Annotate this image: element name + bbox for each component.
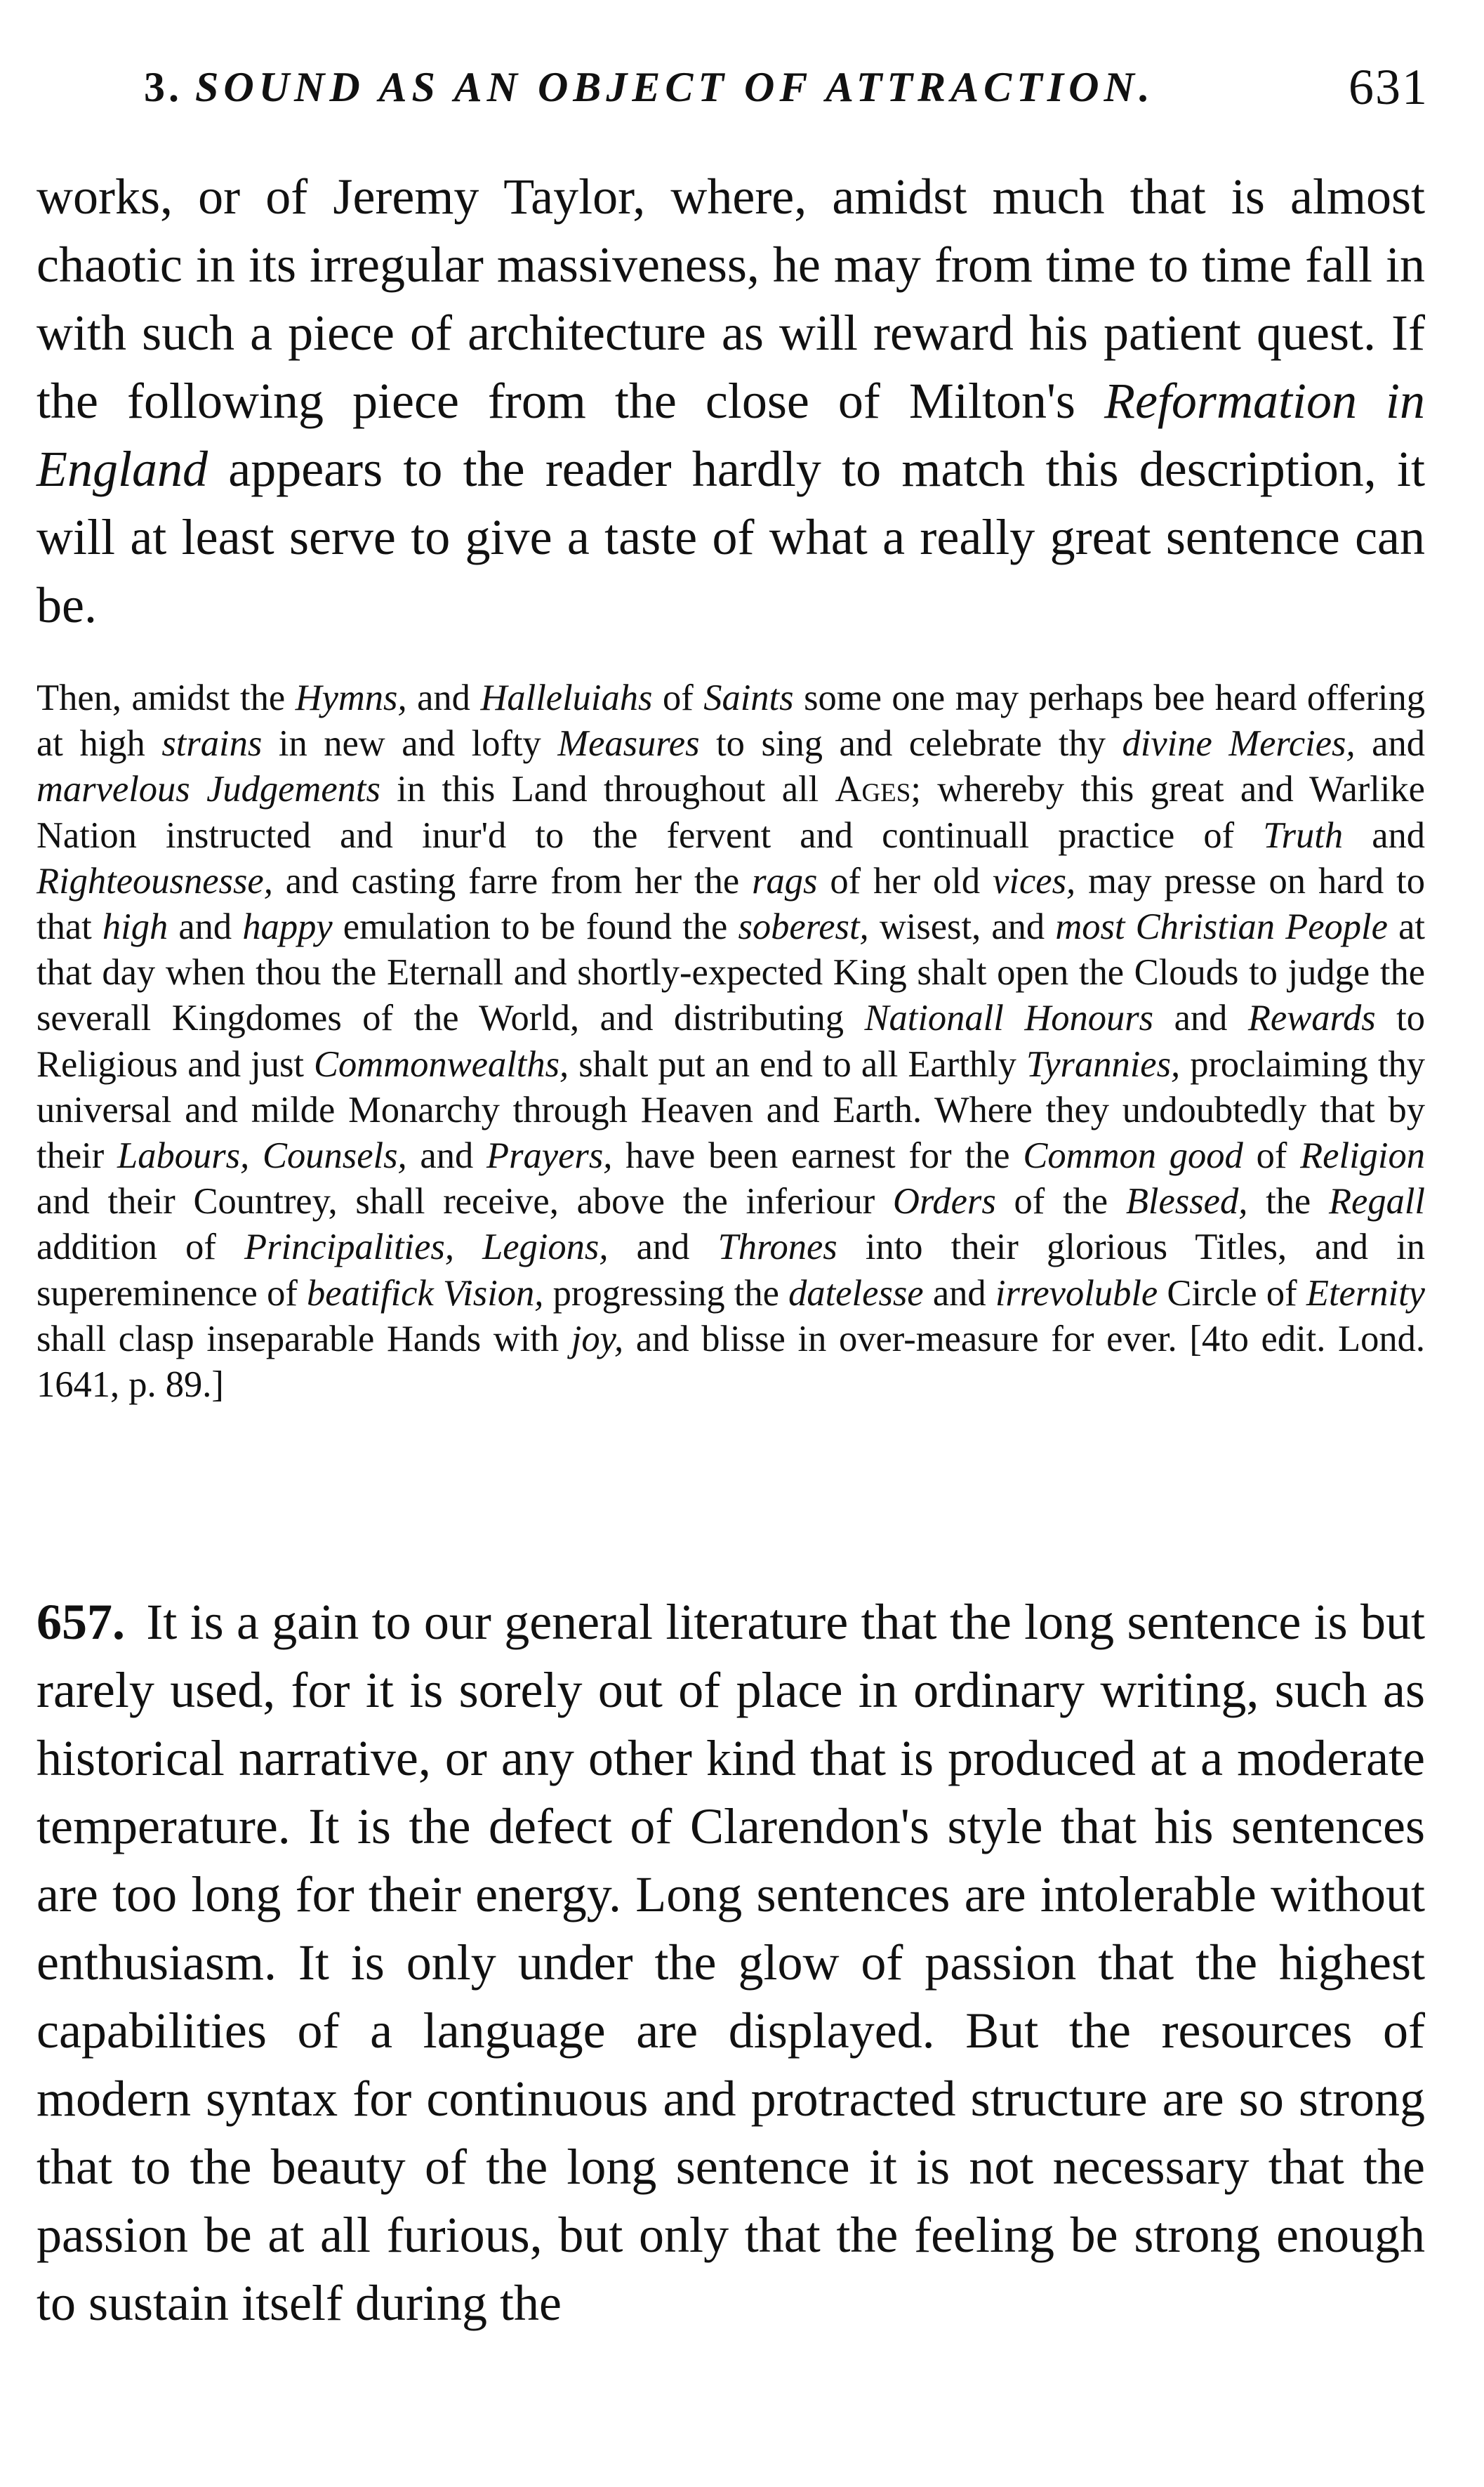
quote-italic: strains: [161, 723, 263, 765]
quote-text: Circle of: [1158, 1272, 1306, 1314]
quote-text: and: [608, 1227, 718, 1268]
quote-text: and: [406, 1135, 487, 1177]
quote-italic: marvelous Judgements: [37, 769, 380, 810]
quote-text: of her old: [817, 860, 993, 902]
quote-text: and: [1343, 814, 1425, 856]
quote-text: to sing and celebrate thy: [699, 723, 1122, 765]
quote-text: may presse on hard to that: [37, 860, 1425, 948]
quote-text: at that day when thou the Eternall and shortly-expected King shalt open the Clouds to judge the severall Kingdomes of the World, and distributing: [37, 906, 1425, 1039]
quote-text: progressing the: [543, 1272, 789, 1314]
quote-italic: soberest,: [738, 906, 869, 948]
quote-text: and: [923, 1272, 995, 1314]
quote-italic: Blessed,: [1125, 1181, 1248, 1222]
quote-italic: irrevoluble: [995, 1272, 1158, 1314]
quote-text: in this Land throughout all: [380, 769, 835, 810]
quote-italic: Principalities, Legions,: [244, 1227, 609, 1268]
quote-italic: joy,: [571, 1318, 624, 1359]
quote-italic: Orders: [892, 1181, 996, 1222]
quote-italic: Nationall Honours: [864, 998, 1154, 1039]
quote-text: the: [1247, 1181, 1329, 1222]
chapter-title: SOUND AS AN OBJECT OF ATTRACTION.: [195, 64, 1155, 110]
quote-italic: Saints: [703, 678, 794, 718]
section-657-paragraph: [37, 1588, 1425, 2337]
quote-italic: Righteousnesse,: [37, 860, 273, 902]
quote-text: to Religious and just: [37, 998, 1425, 1085]
quote-text: have been earnest for the: [612, 1135, 1023, 1177]
quote-text: of: [1243, 1135, 1301, 1177]
quote-text: and: [168, 906, 243, 948]
quote-italic: Religion: [1300, 1135, 1425, 1177]
quote-italic: vices,: [993, 860, 1076, 902]
quote-italic: Tyrannies,: [1026, 1043, 1181, 1085]
chapter-number: 3.: [144, 64, 183, 110]
quote-text: and: [406, 678, 481, 718]
quote-italic: most Christian People: [1055, 906, 1388, 948]
quote-text: shall clasp inseparable Hands with: [37, 1318, 571, 1359]
quote-text: Then, amidst the: [37, 678, 296, 718]
quote-italic: Commonwealths,: [314, 1043, 569, 1085]
quote-text: and: [1153, 998, 1248, 1039]
quote-text: shalt put an end to all Earthly: [569, 1043, 1026, 1085]
intro-text-part2: appears to the reader hardly to match this description, it will at least serve to give a taste of what a really great sentence can be.: [37, 441, 1425, 633]
quote-text: wisest, and: [868, 906, 1056, 948]
section-657-text: It is a gain to our general literature that the long sentence is but rarely used, for it is sorely out of place in ordinary writing, such as historical narrative, or any other kind that is produced at a moderate temperature. It is the defect of Clarendon's style that his sentences are too long for their energy. Long sentences are intolerable without enthusiasm. It is only under the glow of passion that the highest capabilities of a language are displayed. But the resources of modern syntax for continuous and protracted structure are so strong that to the beauty of the long sentence it is not necessary that the passion be at all furious, but only that the feeling be strong enough to sustain itself during the: [37, 1594, 1425, 2331]
quote-italic: datelesse: [788, 1272, 924, 1314]
quote-text: and casting farre from her the: [272, 860, 753, 902]
quote-citation: [4to edit. Lond. 1641, p. 89.]: [37, 1318, 1425, 1406]
running-head: [144, 45, 1429, 129]
quote-italic: Common good: [1023, 1135, 1243, 1177]
quote-text: and: [1355, 723, 1425, 765]
quote-text: addition of: [37, 1227, 245, 1268]
quote-text: in new and lofty: [262, 723, 558, 765]
quote-italic: beatifick Vision,: [307, 1272, 544, 1314]
block-quotation: [37, 675, 1425, 1408]
quote-text: of the: [995, 1181, 1126, 1222]
quote-text: of: [652, 678, 704, 718]
quote-italic: Truth: [1263, 814, 1344, 856]
intro-paragraph: [37, 163, 1425, 640]
quote-italic: Halleluiahs: [480, 678, 653, 718]
quote-small-caps: Ages: [835, 769, 911, 810]
work-title: Reformation in England: [37, 373, 1425, 497]
quote-italic: Thrones: [717, 1227, 837, 1268]
quote-text: and their Countrey, shall receive, above the inferiour: [37, 1181, 893, 1222]
page-number: 631: [1349, 59, 1429, 115]
quote-italic: Labours, Counsels,: [117, 1135, 407, 1177]
quote-text: ; whereby this great and Warlike Nation instructed and inur'd to the fervent and continuall practice of: [37, 769, 1425, 856]
section-number: 657.: [37, 1594, 125, 1650]
quote-italic: Regall: [1328, 1181, 1425, 1222]
quote-italic: rags: [752, 860, 818, 902]
quote-italic: Eternity: [1306, 1272, 1425, 1314]
quote-text: emulation to be found the: [332, 906, 738, 948]
quote-italic: Hymns,: [295, 678, 407, 718]
quote-text: proclaiming thy universal and milde Monarchy through Heaven and Earth. Where they undoubtedly that by their: [37, 1043, 1425, 1177]
quote-italic: Rewards: [1247, 998, 1376, 1039]
quote-italic: high: [102, 906, 168, 948]
quote-italic: happy: [242, 906, 333, 948]
intro-text-part1: works, or of Jeremy Taylor, where, amidst much that is almost chaotic in its irregular massiveness, he may from time to time fall in with such a piece of architecture as will reward his patient quest. If the following piece from the close of Milton's: [37, 169, 1425, 429]
quote-text: into their glorious Titles, and in supereminence of: [37, 1227, 1425, 1314]
quote-text: and blisse in over-measure for ever.: [623, 1318, 1177, 1359]
quote-text: some one may perhaps bee heard offering at high: [37, 678, 1425, 765]
quote-italic: Measures: [557, 723, 700, 765]
quote-italic: divine Mercies,: [1122, 723, 1356, 765]
quote-italic: Prayers,: [486, 1135, 613, 1177]
